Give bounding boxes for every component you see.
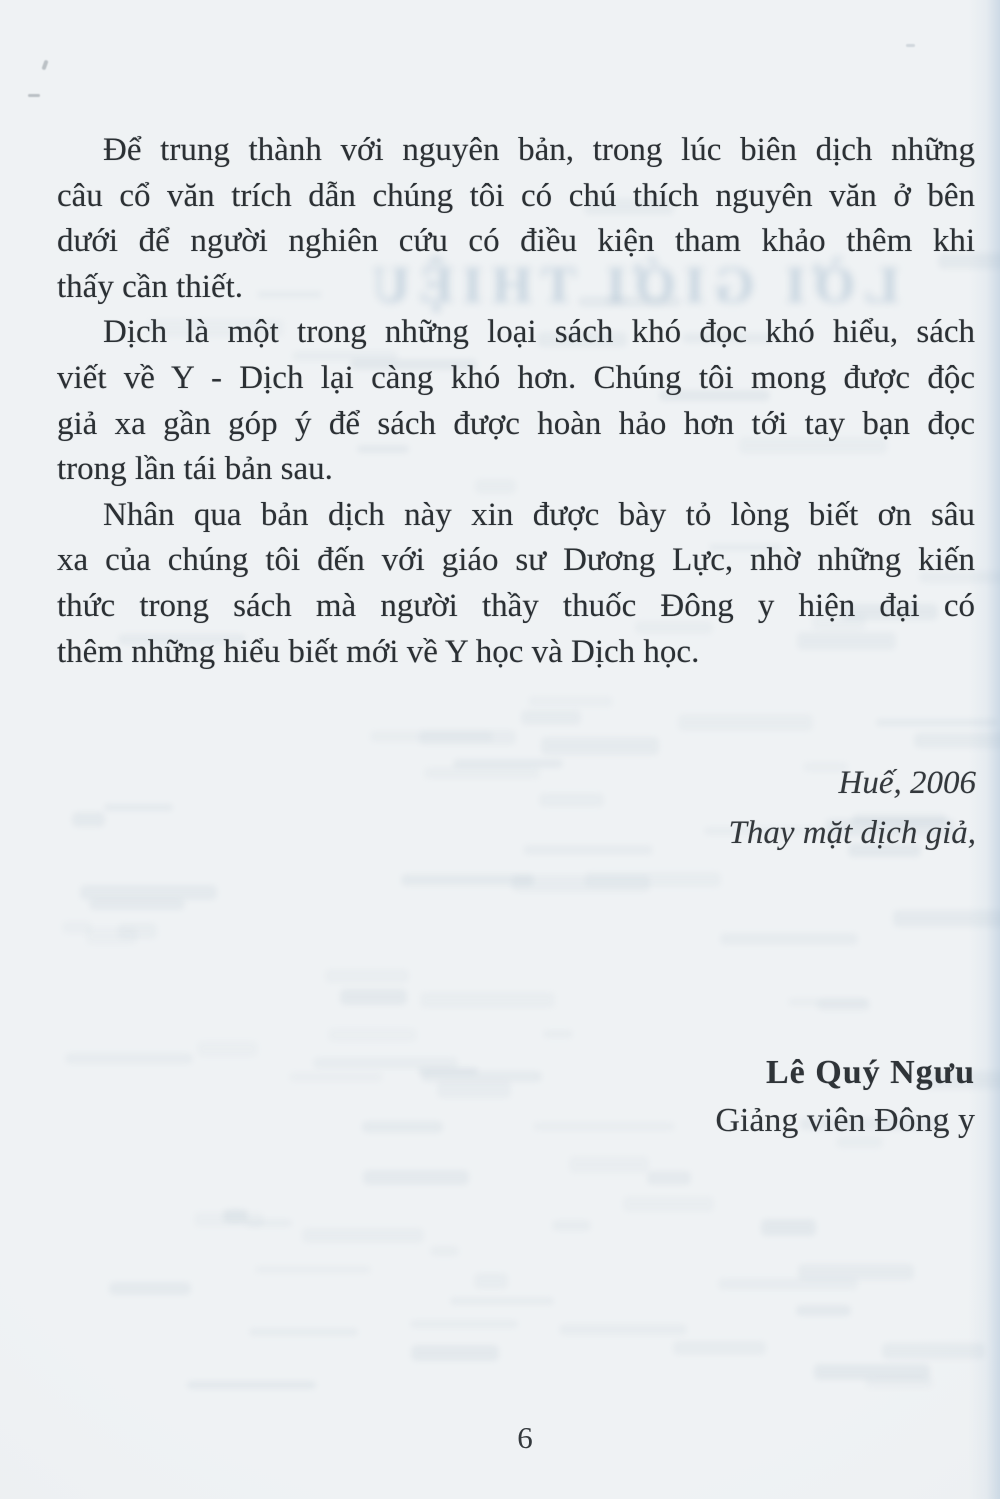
- signature-block: [715, 1049, 975, 1145]
- body-text: [57, 128, 975, 675]
- scan-speck: [28, 94, 40, 97]
- smudge: [401, 874, 534, 886]
- signature-title: Giảng viên Đông y: [715, 1102, 975, 1139]
- text-line: giả xa gần góp ý để sách được hoàn hảo hơn tới tay bạn đọc: [57, 405, 975, 442]
- smudge: [914, 733, 1000, 748]
- smudge: [718, 1278, 858, 1290]
- smudge: [543, 1030, 573, 1038]
- smudge: [623, 1196, 714, 1212]
- smudge: [419, 730, 517, 745]
- text-line: câu cổ văn trích dẫn chúng tôi có chú thích nguyên văn ở bên: [57, 177, 975, 214]
- smudge: [430, 1246, 459, 1256]
- smudge: [363, 1170, 469, 1185]
- smudge: [418, 1067, 478, 1075]
- smudge: [893, 910, 1000, 927]
- smudge: [62, 921, 92, 934]
- text-line: trong lần tái bản sau.: [57, 451, 333, 488]
- smudge: [876, 719, 998, 727]
- smudge: [673, 1341, 766, 1355]
- smudge: [512, 875, 650, 892]
- bleed-through-heading: LỜI GIỚI THIỆU: [363, 257, 899, 314]
- smudge: [882, 1343, 985, 1359]
- smudge: [255, 1266, 372, 1273]
- smudge: [420, 992, 554, 1008]
- paragraph: [57, 310, 975, 492]
- text-line: Dịch là một trong những loại sách khó đọc khó hiểu, sách: [103, 314, 975, 351]
- dateline-on-behalf: Thay mặt dịch giả,: [728, 815, 976, 851]
- smudge: [302, 1228, 424, 1243]
- smudge: [197, 1041, 257, 1057]
- paragraph: [57, 128, 975, 310]
- smudge: [328, 1028, 417, 1042]
- smudge: [453, 759, 563, 767]
- paragraph: [57, 493, 975, 675]
- smudge: [340, 989, 408, 1005]
- smudge: [313, 1057, 458, 1069]
- smudge: [223, 1209, 248, 1223]
- smudge: [424, 767, 540, 779]
- page-number: 6: [517, 1420, 533, 1455]
- smudge: [761, 1219, 816, 1236]
- smudge: [798, 1264, 914, 1280]
- smudge: [370, 731, 493, 742]
- dateline-place-year: Huế, 2006: [838, 765, 976, 801]
- smudge: [865, 1377, 933, 1388]
- text-line: xa của chúng tôi đến với giáo sư Dương Lực, nhờ những kiến: [57, 542, 975, 579]
- smudge: [187, 1381, 316, 1389]
- smudge: [521, 710, 581, 724]
- smudge: [817, 999, 870, 1011]
- signature-name: Lê Quý Ngưu: [766, 1054, 975, 1091]
- scan-speck: [906, 44, 915, 47]
- smudge: [421, 1071, 542, 1082]
- smudge: [585, 872, 721, 888]
- smudge: [539, 793, 604, 808]
- smudge: [86, 927, 138, 944]
- scan-speck: [41, 60, 48, 71]
- smudge: [647, 1171, 691, 1185]
- smudge: [533, 1122, 674, 1131]
- smudge: [104, 804, 173, 812]
- smudge: [109, 1282, 191, 1295]
- text-line: dưới để người nghiên cứu có điều kiện tham khảo thêm khi: [57, 223, 975, 260]
- smudge: [796, 1305, 851, 1316]
- smudge: [788, 998, 868, 1006]
- smudge: [678, 714, 813, 731]
- text-line: viết về Y - Dịch lại càng khó hơn. Chúng tôi mong được độc: [57, 359, 975, 396]
- smudge: [194, 1212, 264, 1228]
- smudge: [118, 923, 157, 938]
- text-line: thêm những hiểu biết mới về Y học và Dịch học.: [57, 633, 700, 670]
- smudge: [437, 1081, 510, 1097]
- text-line: Để trung thành với nguyên bản, trong lúc biên dịch những: [103, 132, 975, 168]
- smudge: [72, 812, 105, 827]
- smudge: [528, 696, 613, 707]
- text-line: thức trong sách mà người thầy thuốc Đông y hiện đại có: [57, 587, 975, 624]
- smudge: [362, 1121, 443, 1133]
- dateline: [729, 758, 976, 858]
- smudge: [559, 1324, 687, 1335]
- smudge: [552, 1220, 591, 1231]
- smudge: [450, 1297, 555, 1304]
- smudge: [523, 845, 652, 855]
- smudge: [410, 1320, 518, 1328]
- smudge: [720, 933, 858, 946]
- text-line: Nhân qua bản dịch này xin được bày tỏ lòng biết ơn sâu: [103, 496, 975, 533]
- smudge: [89, 899, 185, 911]
- smudge: [474, 1273, 508, 1289]
- smudge: [246, 1219, 292, 1228]
- smudge: [569, 1156, 649, 1173]
- smudge: [325, 969, 409, 983]
- smudge: [249, 1328, 359, 1337]
- smudge: [80, 885, 216, 900]
- smudge: [814, 1364, 930, 1380]
- smudge: [411, 1345, 499, 1361]
- smudge: [289, 1072, 384, 1082]
- smudge: [541, 737, 660, 755]
- text-line: thấy cần thiết.: [57, 268, 244, 305]
- smudge: [65, 1053, 193, 1064]
